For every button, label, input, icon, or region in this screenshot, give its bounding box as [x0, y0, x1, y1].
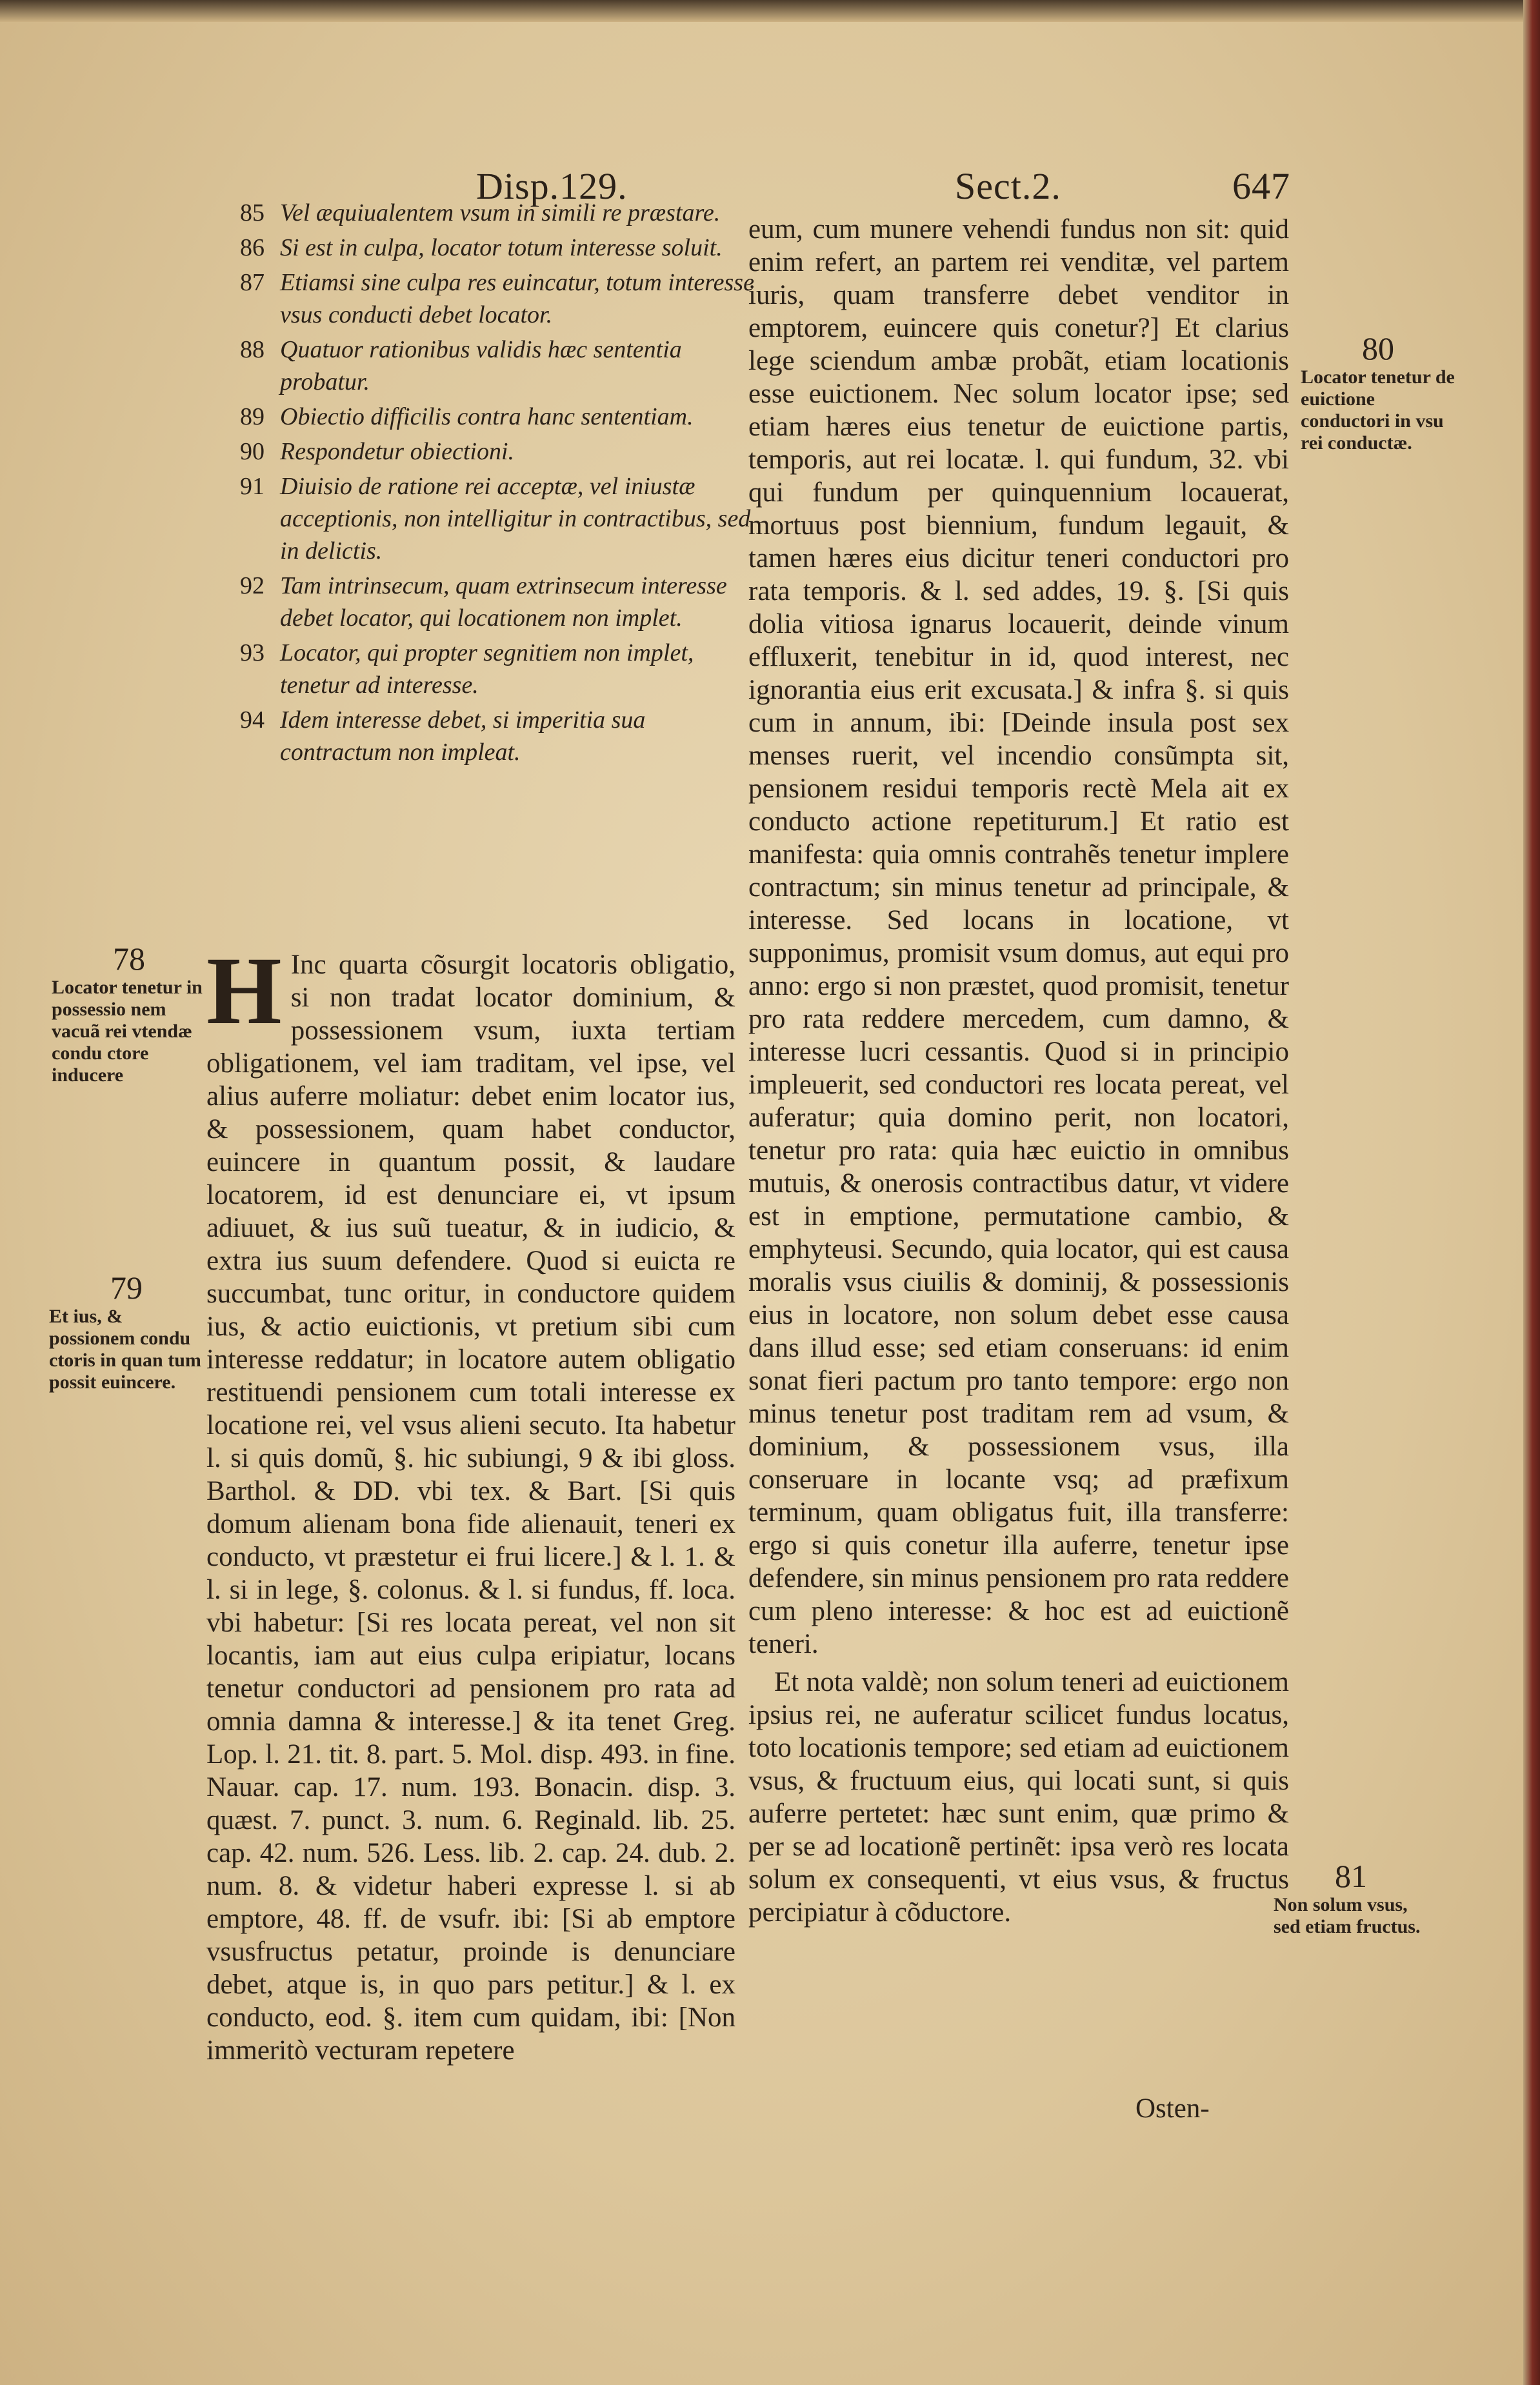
summary-item [240, 470, 756, 567]
summary-text: Quatuor rationibus validis hæc sententia probatur. [280, 336, 682, 395]
catchword: Osten- [1135, 2093, 1210, 2124]
summary-text: Idem interesse debet, si imperitia sua contractum non impleat. [280, 706, 646, 766]
book-spine-edge [1523, 0, 1540, 2385]
margin-note-number: 79 [110, 1270, 143, 1306]
summary-number: 89 [240, 403, 265, 430]
right-text-column [748, 213, 1289, 1934]
summary-number: 90 [240, 438, 265, 465]
margin-note-text: Non solum vsus, sed etiam fructus. [1274, 1894, 1421, 1937]
summary-text: Obiectio difficilis contra hanc sententiam. [280, 403, 694, 430]
margin-note-number: 78 [113, 941, 145, 977]
paragraph-text: Inc quarta cõsurgit locatoris obligatio, si non tradat locator dominium, & possessionem vsum, iuxta tertiam obligationem, vel iam traditam, vel ipse, vel alius auferre moliatur: debet enim locator ius, & possessionem, quam habet conductor, euincere in quantum possit, & laudare locatorem, id est denunciare ei, vt ipsum adiuuet, & ius suũ tueatur, & in iudicio, & extra ius suum defendere. Quod si euicta re succumbat, tunc oritur, in conductore quidem ius, & actio euictionis, vt pretium sibi cum interesse reddatur; in locatore autem obligatio restituendi pensionem cum totali interesse ex locatione rei, vel vsus alieni secuto. Ita habetur l. si quis domũ, §. hic subiungi, 9 & ibi gloss. Barthol. & DD. vbi tex. & Bart. [Si quis domum alienam bona fide alienauit, teneri ex conducto, vt præstetur ei frui licere.] & l. 1. & l. si in lege, §. colonus. & l. si fundus, ff. loca. vbi habetur: [Si res locata pereat, vel non sit locantis, iam aut eius culpa eripiatur, locans tenetur conductori ad pensionem pro rata ad omnia damna & interesse.] & ita tenet Greg. Lop. l. 21. tit. 8. part. 5. Mol. disp. 493. in fine. Nauar. cap. 17. num. 193. Bonacin. disp. 3. quæst. 7. punct. 3. num. 6. Reginald. lib. 25. cap. 42. num. 526. Less. lib. 2. cap. 24. dub. 2. num. 8. & videtur haberi expresse l. si ab emptore, 48. ff. de vsufr. ibi: [Si ab emptore vsusfructus petatur, proinde is denunciare debet, atque is, in quo pars petitur.] & l. ex conducto, eod. §. item cum quidam, ibi: [Non immeritò vecturam repetere [206, 950, 735, 2066]
summary-item [240, 334, 756, 398]
summary-text: Diuisio de ratione rei acceptæ, vel iniustæ acceptionis, non intelligitur in contractibus, sed in delictis. [280, 473, 751, 564]
summary-number: 92 [240, 572, 265, 599]
margin-note-number: 81 [1335, 1858, 1367, 1894]
summary-number: 88 [240, 336, 265, 363]
left-text-column [206, 937, 735, 2072]
margin-note-number: 80 [1362, 330, 1394, 366]
drop-cap: H [206, 937, 282, 1044]
summary-number: 94 [240, 706, 265, 733]
summary-item [240, 232, 756, 264]
margin-note-text: Et ius, & possionem condu ctoris in quan tum possit euincere. [49, 1306, 201, 1393]
body-paragraph [206, 937, 735, 2067]
margin-note-81 [1274, 1858, 1428, 1938]
margin-note-80 [1301, 330, 1455, 454]
summary-number: 85 [240, 199, 265, 226]
body-paragraph: eum, cum munere vehendi fundus non sit: quid enim refert, an partem rei venditæ, vel partem iuris, quam transferre debet venditor in emptorem, euincere quis conetur?] Et clarius lege sciendum ambæ probãt, etiam locationis esse euictionem. Nec solum locator ipse; sed etiam hæres eius tenetur de euictione partis, temporis, aut rei locatæ. l. qui fundum, 32. vbi qui fundum per quinquennium locauerat, mortuus post biennium, fundum legauit, & tamen hæres eius dicitur teneri conductori pro rata temporis. & l. sed addes, 19. §. [Si quis dolia vitiosa ignarus locauerit, deinde vinum effluxerit, tenebitur in id, quod interest, nec ignorantia eius erit excusata.] & infra §. si quis cum in annum, ibi: [Deinde insula post sex menses ruerit, vel incendio consũmpta sit, pensionem residui temporis rectè Mela ait ex conducto actione repetiturum.] Et ratio est manifesta: quia omnis contrahẽs tenetur implere contractum; sin minus tenetur ad principale, & interesse. Sed locans in locatione, vt supponimus, promisit vsum domus, aut equi pro anno: ergo si non præstet, quod promisit, tenetur pro rata reddere mercedem, cum damno, & interesse lucri cessantis. Quod si in principio impleuerit, sed conductori res locata pereat, vel auferatur; quia domino perit, non locatori, tenetur pro rata: quia hæc euictio in omnibus mutuis, & onerosis contractibus datur, vt videre est in emptione, permutatione cambio, & emphyteusi. Secundo, quia locator, qui est causa moralis vsus ciuilis & dominij, & possessionis eius in locatore, non solum debet esse causa dans illud esse; sed etiam conseruans: id enim sonat fieri pactum pro tanto tempore: ergo non minus tenetur post traditam rem ad vsum, & dominium, & possessionem vsus, illa conseruare in locante vsq; ad præfixum terminum, quam obligatus fuit, illa transferre: ergo si quis conetur illa auferre, tenetur ipse defendere, sin minus pensionem pro rata reddere cum pleno interesse: & hoc est ad euictionẽ teneri. [748, 214, 1289, 1659]
summary-item [240, 266, 756, 331]
summary-list [240, 197, 756, 771]
summary-item [240, 704, 756, 768]
margin-note-78 [52, 941, 206, 1086]
margin-note-text: Locator tenetur de euictione conductori in vsu rei conductæ. [1301, 366, 1455, 454]
summary-item [240, 637, 756, 701]
body-paragraph: Et nota valdè; non solum teneri ad euictionem ipsius rei, ne auferatur scilicet fundus locatus, toto locationis tempore; sed etiam ad euictionem vsus, & fructuum eius, qui locati sunt, si quis auferre pertetet: hæc sunt enim, quæ primo & per se ad locationẽ pertinẽt: ipsa verò res locata solum ex consequenti, vt eius vsus, & fructus percipiatur à cõductore. [748, 1667, 1289, 1928]
summary-text: Etiamsi sine culpa res euincatur, totum interesse vsus conducti debet locator. [280, 269, 754, 328]
summary-text: Si est in culpa, locator totum interesse soluit. [280, 234, 723, 261]
summary-text: Locator, qui propter segnitiem non implet, tenetur ad interesse. [280, 639, 694, 699]
summary-item [240, 570, 756, 634]
page-number: 647 [1232, 165, 1290, 207]
summary-item [240, 401, 756, 433]
summary-text: Respondetur obiectioni. [280, 438, 515, 465]
summary-item [240, 435, 756, 468]
summary-number: 93 [240, 639, 265, 666]
page-top-edge [0, 0, 1540, 22]
summary-text: Tam intrinsecum, quam extrinsecum interesse debet locator, qui locationem non implet. [280, 572, 727, 632]
summary-item [240, 197, 756, 229]
summary-number: 86 [240, 234, 265, 261]
summary-number: 87 [240, 269, 265, 296]
running-head-section: Sect.2. [955, 165, 1061, 207]
summary-text: Vel æquiualentem vsum in simili re præstare. [280, 199, 721, 226]
margin-note-79 [49, 1270, 204, 1393]
running-head-disputation: Disp.129. [476, 165, 628, 207]
margin-note-text: Locator tenetur in possessio nem vacuã rei vtendæ condu ctore inducere [52, 977, 203, 1086]
summary-number: 91 [240, 473, 265, 500]
